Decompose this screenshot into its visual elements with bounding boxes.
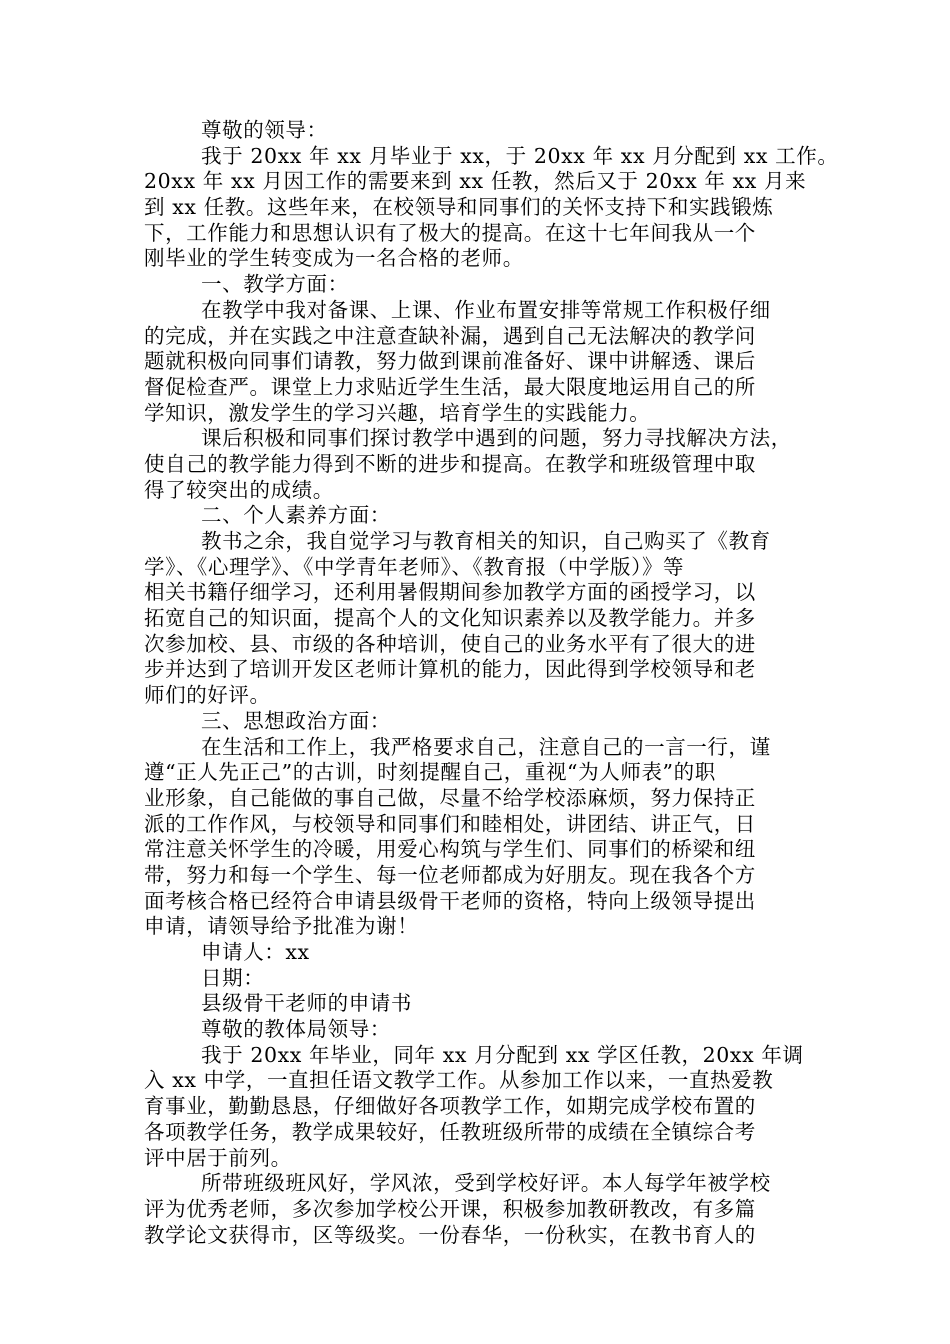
text-line: 一、教学方面：	[201, 272, 349, 297]
text-line: 派的工作作风，与校领导和同事们和睦相处，讲团结、讲正气，日	[144, 811, 756, 836]
text-line: 育事业，勤勤恳恳，仔细做好各项教学工作，如期完成学校布置的	[144, 1094, 756, 1119]
text-line: 拓宽自己的知识面，提高个人的文化知识素养以及教学能力。并多	[144, 606, 756, 631]
text-line: 遵“正人先正己”的古训，时刻提醒自己，重视“为人师表”的职	[144, 760, 716, 785]
text-line: 带，努力和每一个学生、每一位老师都成为好朋友。现在我各个方	[144, 862, 756, 887]
text-line: 尊敬的教体局领导：	[201, 1017, 391, 1042]
text-line: 教书之余，我自觉学习与教育相关的知识，自己购买了《教育	[201, 529, 771, 553]
text-line: 各项教学任务，教学成果较好，任教班级所带的成绩在全镇综合考	[144, 1119, 756, 1144]
text-line: 在生活和工作上，我严格要求自己，注意自己的一言一行，谨	[201, 734, 771, 759]
text-line: 在教学中我对备课、上课、作业布置安排等常规工作积极仔细	[201, 297, 771, 322]
text-line: 教学论文获得市，区等级奖。一份春华，一份秋实，在教书育人的	[144, 1222, 756, 1247]
text-line: 尊敬的领导：	[201, 118, 328, 142]
text-line: 20xx 年 xx 月因工作的需要来到 xx 任教，然后又于 20xx 年 xx 月来	[144, 169, 807, 194]
text-line: 使自己的教学能力得到不断的进步和提高。在教学和班级管理中取	[144, 451, 756, 476]
text-line: 三、思想政治方面：	[201, 708, 391, 733]
text-line: 学》、《心理学》、《中学青年老师》、《教育报（中学版）》等	[144, 554, 685, 579]
text-line: 评为优秀老师，多次参加学校公开课，积极参加教研教改，有多篇	[144, 1196, 756, 1221]
text-line: 日期：	[201, 965, 265, 990]
text-line: 课后积极和同事们探讨教学中遇到的问题，努力寻找解决方法，	[201, 426, 792, 451]
text-line: 县级骨干老师的申请书	[201, 991, 412, 1016]
text-line: 得了较突出的成绩。	[144, 477, 334, 502]
text-line: 申请，请领导给予批准为谢！	[144, 914, 419, 939]
text-line: 师们的好评。	[144, 683, 271, 708]
text-line: 到 xx 任教。这些年来，在校领导和同事们的关怀支持下和实践锻炼	[144, 195, 774, 220]
text-line: 题就积极向同事们请教，努力做到课前准备好、课中讲解透、课后	[144, 349, 756, 374]
text-line: 步并达到了培训开发区老师计算机的能力，因此得到学校领导和老	[144, 657, 756, 682]
text-line: 次参加校、县、市级的各种培训，使自己的业务水平有了很大的进	[144, 631, 756, 656]
text-line: 督促检查严。课堂上力求贴近学生生活，最大限度地运用自己的所	[144, 374, 756, 399]
text-line: 入 xx 中学，一直担任语文教学工作。从参加工作以来，一直热爱教	[144, 1068, 774, 1093]
text-line: 二、个人素养方面：	[201, 503, 391, 528]
document-body	[144, 118, 839, 1248]
text-line: 我于 20xx 年 xx 月毕业于 xx，于 20xx 年 xx 月分配到 xx 工作。	[201, 143, 839, 168]
text-line: 学知识，激发学生的学习兴趣，培育学生的实践能力。	[144, 400, 651, 425]
text-line: 的完成，并在实践之中注意查缺补漏，遇到自己无法解决的教学问	[144, 323, 756, 348]
text-line: 刚毕业的学生转变成为一名合格的老师。	[144, 246, 524, 271]
text-line: 相关书籍仔细学习，还利用暑假期间参加教学方面的函授学习，以	[144, 580, 756, 605]
text-line: 面考核合格已经符合申请县级骨干老师的资格，特向上级领导提出	[144, 888, 756, 913]
text-line: 下，工作能力和思想认识有了极大的提高。在这十七年间我从一个	[144, 220, 756, 245]
text-line: 评中居于前列。	[144, 1145, 292, 1170]
text-line: 所带班级班风好，学风浓，受到学校好评。本人每学年被学校	[201, 1171, 771, 1196]
text-line: 业形象，自己能做的事自己做，尽量不给学校添麻烦，努力保持正	[144, 785, 756, 810]
text-line: 常注意关怀学生的冷暖，用爱心构筑与学生们、同事们的桥梁和纽	[144, 837, 756, 862]
text-line: 申请人：xx	[201, 940, 310, 964]
text-line: 我于 20xx 年毕业，同年 xx 月分配到 xx 学区任教，20xx 年调	[201, 1042, 804, 1067]
